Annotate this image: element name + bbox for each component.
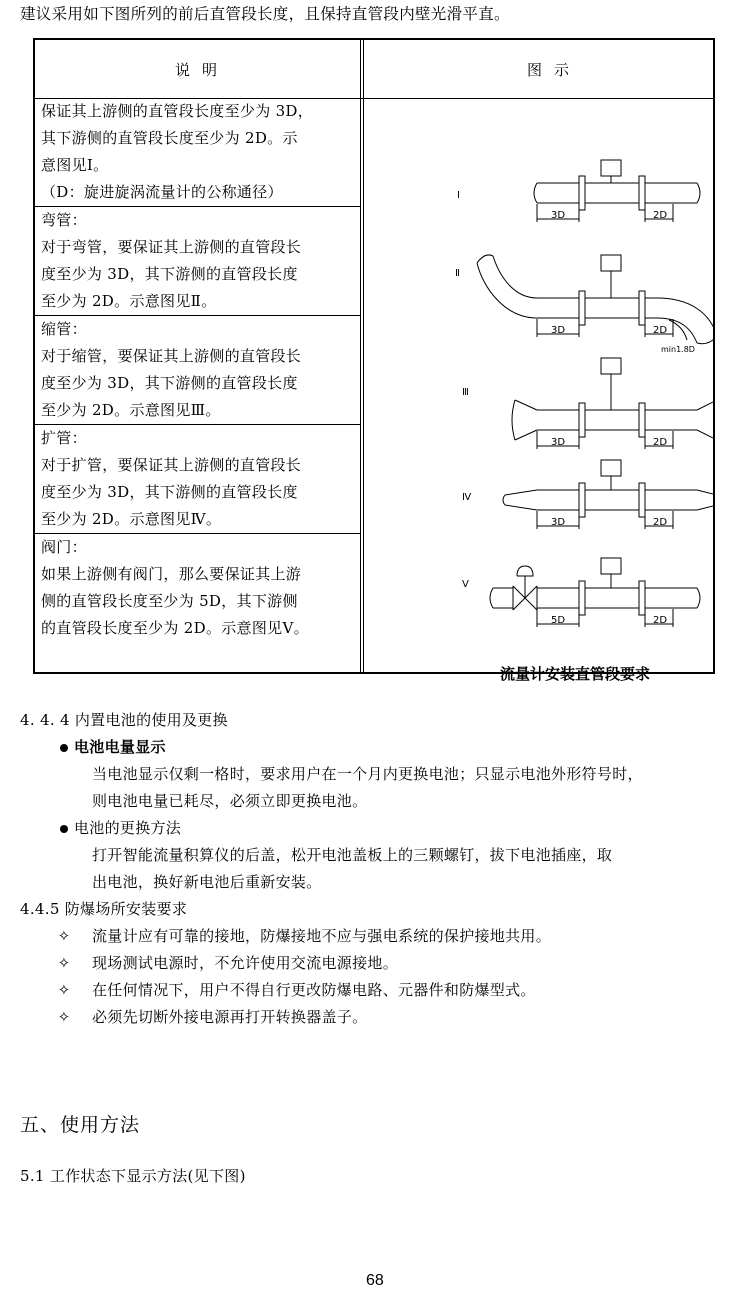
row-line: 扩管： [41, 429, 87, 447]
row-line: 度至少为 3D，其下游侧的直管段长度 [41, 374, 298, 392]
table-header [35, 40, 713, 99]
row-line: 至少为 2D。示意图见Ⅳ。 [41, 510, 222, 528]
label-3d-1: 3D [551, 210, 566, 221]
section-444-title: 4. 4. 4 内置电池的使用及更换 [20, 711, 228, 729]
diagram-label-2: Ⅱ [455, 268, 460, 279]
row-line: 缩管： [41, 320, 87, 338]
row-bend [41, 207, 357, 315]
pipe-diagrams [365, 98, 715, 674]
diamond-bullet-icon: ✧ [57, 954, 71, 972]
section-445-title: 4.4.5 防爆场所安装要求 [20, 900, 188, 918]
label-3d-2: 3D [551, 325, 566, 336]
diamond-bullet-icon: ✧ [57, 1008, 71, 1026]
diagram-label-5: Ⅴ [462, 579, 469, 590]
explosion-item-2 [56, 952, 398, 973]
battery-replace-line-1: 打开智能流量积算仪的后盖，松开电池盖板上的三颗螺钉，拔下电池插座，取 [92, 846, 613, 864]
column-divider [360, 40, 361, 672]
label-2d-3: 2D [653, 437, 668, 448]
row-valve [41, 534, 357, 642]
diagram-expander [503, 460, 715, 529]
diagram-label-1: Ⅰ [457, 190, 460, 201]
label-5d-5: 5D [551, 615, 566, 626]
row-line: 其下游侧的直管段长度至少为 2D。示 [41, 129, 298, 147]
diagram-valve [490, 558, 700, 627]
diamond-bullet-icon: ✧ [57, 927, 71, 945]
label-3d-4: 3D [551, 517, 566, 528]
diagram-label-4: Ⅳ [462, 492, 472, 503]
row-line: 意图见Ⅰ。 [41, 156, 109, 174]
diagram-label-3: Ⅲ [462, 387, 469, 398]
label-3d-3: 3D [551, 437, 566, 448]
row-line: 度至少为 3D，其下游侧的直管段长度 [41, 265, 298, 283]
bullet-battery-replace [60, 817, 181, 838]
section-51-title: 5.1 工作状态下显示方法(见下图) [20, 1167, 246, 1185]
row-reducer [41, 316, 357, 424]
intro-text: 建议采用如下图所列的前后直管段长度，且保持直管段内壁光滑平直。 [20, 5, 510, 23]
diagram-caption: 流量计安装直管段要求 [500, 665, 651, 683]
row-line: 对于扩管，要保证其上游侧的直管段长 [41, 456, 302, 474]
row-line: 弯管： [41, 211, 87, 229]
label-2d-5: 2D [653, 615, 668, 626]
bullet-dot-icon [60, 744, 68, 752]
row-line: 侧的直管段长度至少为 5D，其下游侧 [41, 592, 298, 610]
header-diagram: 图示 [527, 61, 582, 79]
label-2d-4: 2D [653, 517, 668, 528]
battery-display-line-1: 当电池显示仅剩一格时，要求用户在一个月内更换电池；只显示电池外形符号时， [92, 765, 643, 783]
header-description: 说明 [175, 61, 230, 79]
explosion-item-4 [56, 1006, 367, 1027]
chapter-5-title: 五、使用方法 [20, 1114, 141, 1136]
label-2d-2: 2D [653, 325, 668, 336]
row-line: 保证其上游侧的直管段长度至少为 3D， [41, 102, 314, 120]
row-line: 阀门： [41, 538, 87, 556]
diagram-reducer [512, 358, 715, 449]
row-line: （D：旋进旋涡流量计的公称通径） [41, 183, 283, 201]
row-line: 的直管段长度至少为 2D。示意图见Ⅴ。 [41, 619, 309, 637]
row-straight [41, 98, 357, 206]
label-min-bend: min1.8D [661, 345, 695, 354]
item-text: 现场测试电源时，不允许使用交流电源接地。 [92, 954, 399, 972]
row-line: 度至少为 3D，其下游侧的直管段长度 [41, 483, 298, 501]
pipe-requirements-table [33, 38, 715, 683]
bullet-title: 电池电量显示 [74, 738, 166, 756]
row-line: 如果上游侧有阀门，那么要保证其上游 [41, 565, 302, 583]
row-line: 至少为 2D。示意图见Ⅱ。 [41, 292, 217, 310]
row-line: 对于弯管，要保证其上游侧的直管段长 [41, 238, 302, 256]
bullet-dot-icon [60, 825, 68, 833]
explosion-item-1 [56, 925, 551, 946]
item-text: 流量计应有可靠的接地，防爆接地不应与强电系统的保护接地共用。 [92, 927, 552, 945]
diagram-bend [477, 255, 715, 344]
explosion-item-3 [56, 979, 536, 1000]
bullet-title: 电池的更换方法 [74, 819, 182, 837]
battery-replace-line-2: 出电池，换好新电池后重新安装。 [92, 873, 322, 891]
row-line: 对于缩管，要保证其上游侧的直管段长 [41, 347, 302, 365]
battery-display-line-2: 则电池电量已耗尽，必须立即更换电池。 [92, 792, 368, 810]
page-number: 68 [366, 1272, 384, 1289]
diamond-bullet-icon: ✧ [57, 981, 71, 999]
label-2d-1: 2D [653, 210, 668, 221]
item-text: 在任何情况下，用户不得自行更改防爆电路、元器件和防爆型式。 [92, 981, 536, 999]
item-text: 必须先切断外接电源再打开转换器盖子。 [92, 1008, 368, 1026]
bullet-battery-display [60, 736, 166, 757]
row-expander [41, 425, 357, 533]
column-divider-double [363, 40, 364, 672]
row-line: 至少为 2D。示意图见Ⅲ。 [41, 401, 221, 419]
